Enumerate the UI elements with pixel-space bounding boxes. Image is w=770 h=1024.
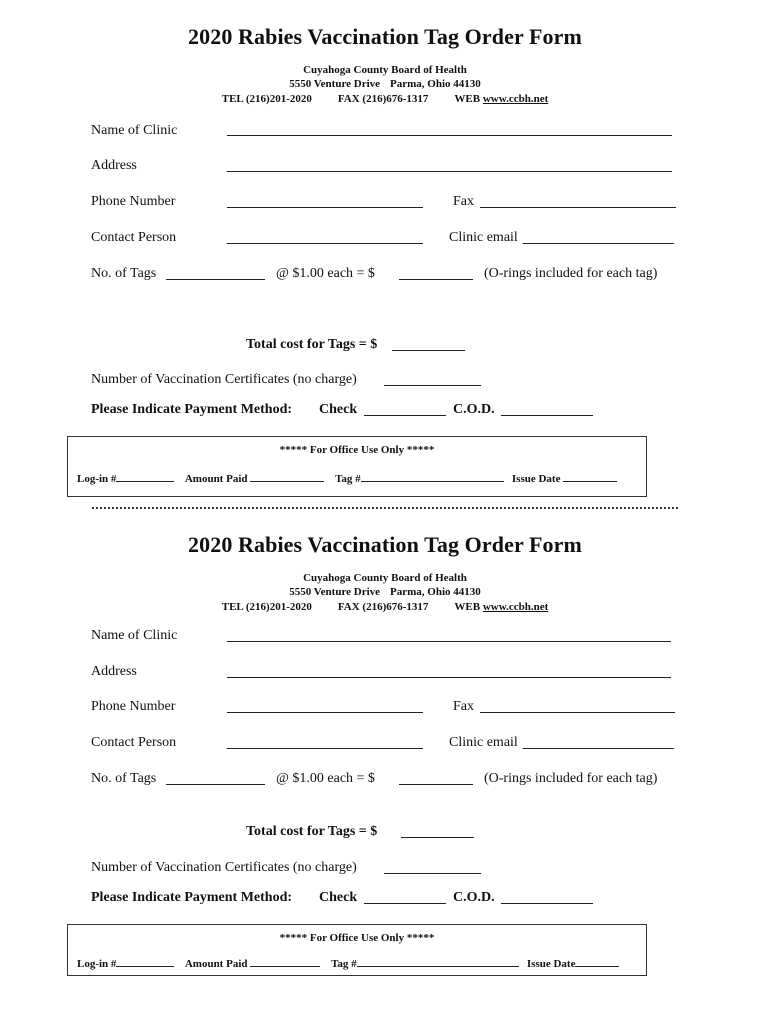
office-use-row xyxy=(77,956,619,970)
price-label: @ $1.00 each = $ xyxy=(276,771,375,786)
amount-paid-field[interactable] xyxy=(250,471,324,482)
org-tel: TEL (216)201-2020 xyxy=(221,601,312,613)
certificates-field[interactable] xyxy=(384,873,481,874)
cod-label: C.O.D. xyxy=(453,402,495,417)
org-contact xyxy=(0,92,770,106)
amount-paid-field[interactable] xyxy=(250,956,320,967)
tag-num-label: Tag # xyxy=(335,473,361,485)
clinic-email-field[interactable] xyxy=(523,243,674,244)
org-city: Parma, Ohio 44130 xyxy=(390,78,481,90)
clinic-email-field[interactable] xyxy=(523,748,674,749)
num-tags-field[interactable] xyxy=(166,784,265,785)
check-label: Check xyxy=(319,402,358,417)
issue-date-label: Issue Date xyxy=(511,473,561,485)
login-label: Log-in # xyxy=(77,473,117,485)
cod-label: C.O.D. xyxy=(453,890,495,905)
address-field[interactable] xyxy=(227,677,671,678)
address-field[interactable] xyxy=(227,171,672,172)
amount-paid-label: Amount Paid xyxy=(184,473,248,485)
office-use-box xyxy=(67,436,647,497)
org-web-link[interactable]: www.ccbh.net xyxy=(482,93,549,105)
form-title: 2020 Rabies Vaccination Tag Order Form xyxy=(188,532,582,557)
issue-date-label: Issue Date xyxy=(526,958,576,970)
phone-field[interactable] xyxy=(227,712,423,713)
phone-label: Phone Number xyxy=(91,194,176,209)
fax-label: Fax xyxy=(453,194,474,209)
fax-field[interactable] xyxy=(480,712,675,713)
payment-method-label: Please Indicate Payment Method: xyxy=(91,402,293,417)
org-address xyxy=(0,585,770,599)
phone-label: Phone Number xyxy=(91,699,176,714)
login-label: Log-in # xyxy=(77,958,117,970)
clinic-email-label: Clinic email xyxy=(449,230,518,245)
tag-num-field[interactable] xyxy=(361,471,504,482)
contact-person-field[interactable] xyxy=(227,748,423,749)
total-cost-field[interactable] xyxy=(392,350,465,351)
payment-method-label: Please Indicate Payment Method: xyxy=(91,890,293,905)
office-use-box xyxy=(67,924,647,976)
org-address xyxy=(0,77,770,91)
form-title: 2020 Rabies Vaccination Tag Order Form xyxy=(188,24,582,49)
org-name: Cuyahoga County Board of Health xyxy=(303,572,467,584)
phone-field[interactable] xyxy=(227,207,423,208)
clinic-name-label: Name of Clinic xyxy=(91,628,178,643)
tag-num-label: Tag # xyxy=(331,958,357,970)
org-fax: FAX (216)676-1317 xyxy=(337,601,429,613)
org-city: Parma, Ohio 44130 xyxy=(390,586,481,598)
office-use-row xyxy=(77,471,617,485)
clinic-name-field[interactable] xyxy=(227,135,672,136)
cod-field[interactable] xyxy=(501,903,593,904)
num-tags-field[interactable] xyxy=(166,279,265,280)
num-tags-label: No. of Tags xyxy=(91,771,157,786)
org-fax: FAX (216)676-1317 xyxy=(337,93,429,105)
check-field[interactable] xyxy=(364,415,446,416)
org-web-label: WEB xyxy=(454,601,481,613)
clinic-name-field[interactable] xyxy=(227,641,671,642)
org-contact xyxy=(0,600,770,614)
fax-label: Fax xyxy=(453,699,474,714)
total-cost-label: Total cost for Tags = $ xyxy=(246,824,378,839)
amount-paid-label: Amount Paid xyxy=(184,958,248,970)
tag-num-field[interactable] xyxy=(357,956,519,967)
issue-date-field[interactable] xyxy=(575,956,619,967)
clinic-name-label: Name of Clinic xyxy=(91,123,178,138)
num-tags-label: No. of Tags xyxy=(91,266,157,281)
login-field[interactable] xyxy=(116,956,174,967)
address-label: Address xyxy=(91,158,137,173)
issue-date-field[interactable] xyxy=(563,471,617,482)
fax-field[interactable] xyxy=(480,207,676,208)
office-use-title: ***** For Office Use Only ***** xyxy=(279,444,435,456)
cod-field[interactable] xyxy=(501,415,593,416)
orings-note: (O-rings included for each tag) xyxy=(484,266,658,281)
office-use-title: ***** For Office Use Only ***** xyxy=(279,932,435,944)
contact-person-label: Contact Person xyxy=(91,735,177,750)
contact-person-field[interactable] xyxy=(227,243,423,244)
clinic-email-label: Clinic email xyxy=(449,735,518,750)
check-field[interactable] xyxy=(364,903,446,904)
certificates-field[interactable] xyxy=(384,385,481,386)
contact-person-label: Contact Person xyxy=(91,230,177,245)
orings-note: (O-rings included for each tag) xyxy=(484,771,658,786)
org-street: 5550 Venture Drive xyxy=(289,586,381,598)
address-label: Address xyxy=(91,664,137,679)
cut-line-divider xyxy=(92,507,678,509)
certificates-label: Number of Vaccination Certificates (no charge) xyxy=(91,860,357,875)
org-street: 5550 Venture Drive xyxy=(289,78,381,90)
certificates-label: Number of Vaccination Certificates (no charge) xyxy=(91,372,357,387)
total-cost-label: Total cost for Tags = $ xyxy=(246,337,378,352)
login-field[interactable] xyxy=(116,471,174,482)
check-label: Check xyxy=(319,890,358,905)
org-web-link[interactable]: www.ccbh.net xyxy=(482,601,549,613)
tags-cost-field[interactable] xyxy=(399,784,473,785)
tags-cost-field[interactable] xyxy=(399,279,473,280)
org-web-label: WEB xyxy=(454,93,481,105)
org-name: Cuyahoga County Board of Health xyxy=(303,64,467,76)
price-label: @ $1.00 each = $ xyxy=(276,266,375,281)
org-tel: TEL (216)201-2020 xyxy=(221,93,312,105)
total-cost-field[interactable] xyxy=(401,837,474,838)
